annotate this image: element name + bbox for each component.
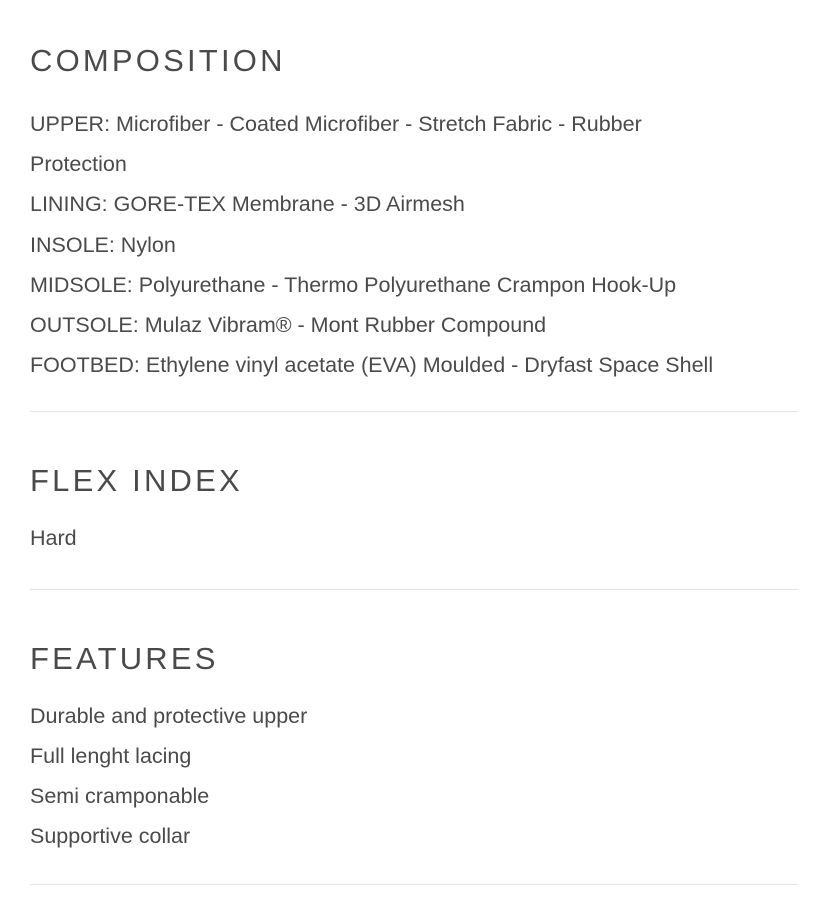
feature-item: Semi cramponable <box>30 784 210 809</box>
composition-line: LINING: GORE-TEX Membrane - 3D Airmesh <box>30 192 465 217</box>
composition-title: COMPOSITION <box>30 43 286 78</box>
feature-item: Full lenght lacing <box>30 743 192 768</box>
composition-line: INSOLE: Nylon <box>30 232 176 257</box>
composition-line: Protection <box>30 152 127 177</box>
composition-line: MIDSOLE: Polyurethane - Thermo Polyurethane Crampon Hook-Up <box>30 272 677 297</box>
composition-line: UPPER: Microfiber - Coated Microfiber - Stretch Fabric - Rubber <box>30 112 642 136</box>
feature-item: Supportive collar <box>30 824 191 849</box>
composition-list <box>30 76 798 385</box>
flex-index-section <box>30 412 798 589</box>
composition-section <box>30 0 798 412</box>
feature-item: Durable and protective upper <box>30 703 308 728</box>
section-divider <box>30 884 798 885</box>
flex-index-title: FLEX INDEX <box>30 463 243 499</box>
composition-line: FOOTBED: Ethylene vinyl acetate (EVA) Moulded - Dryfast Space Shell <box>30 353 714 378</box>
flex-index-list <box>30 496 798 558</box>
features-title: FEATURES <box>30 640 219 676</box>
features-section <box>30 590 798 886</box>
composition-line: OUTSOLE: Mulaz Vibram® - Mont Rubber Compound <box>30 313 547 338</box>
features-list <box>30 674 798 857</box>
flex-index-value: Hard <box>30 526 77 551</box>
